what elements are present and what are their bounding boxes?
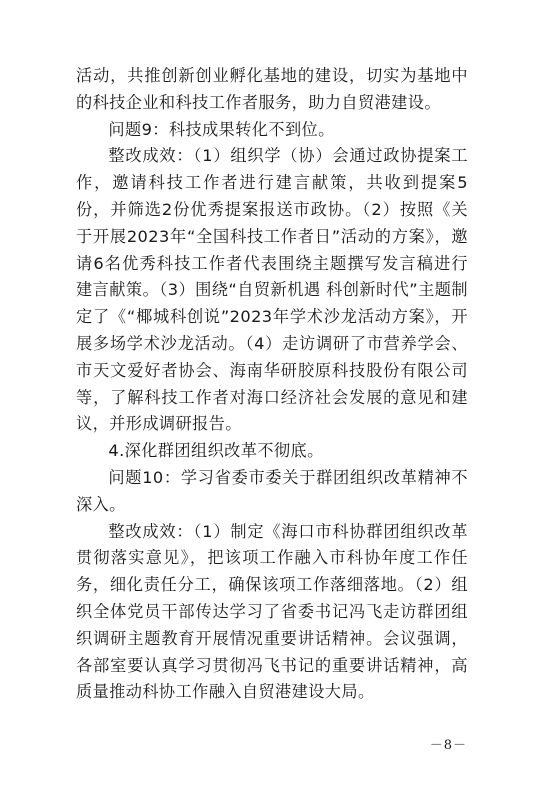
paragraph-continuation: 活动，共推创新创业孵化基地的建设，切实为基地中的科技企业和科技工作者服务，助力自贸港建设。 [76,66,468,112]
issue-9-heading: 问题9：科技成果转化不到位。 [108,119,335,139]
issue-10-heading: 问题10：学习省委市委关于群团组织改革精神不深入。 [76,467,468,514]
page-number: －8－ [429,738,467,753]
rectification-results-paragraph-2: 整改成效：（1）制定《海口市科协群团组织改革贯彻落实意见》，把该项工作融入市科协年度工作任务，细化责任分工，确保该项工作落细落地。（2）组织全体党员干部传达学习了省委书记冯飞走访群团组织调研主题教育开展情况重要讲话精神。会议强调，各部室要认真学习贯彻冯飞书记的重要讲话精神，高质量推动科协工作融入自贸港建设大局。 [76,521,468,702]
document-body [76,63,468,706]
section-4-heading: 4.深化群团组织改革不彻底。 [108,441,324,461]
rectification-results-paragraph: 整改成效：（1）组织学（协）会通过政协提案工作，邀请科技工作者进行建言献策，共收到提案5份，并筛选2份优秀提案报送市政协。（2）按照《关于开展2023年“全国科技工作者日”活动的方案》，邀请6名优秀科技工作者代表围绕主题撰写发言稿进行建言献策。（3）围绕“自贸新机遇 科创新时代”主题制定了《“椰城科创说”2023年学术沙龙活动方案》，开展多场学术沙龙活动。（4）走访调研了市营养学会、市天文爱好者协会、海南华研胶原科技股份有限公司等，了解科技工作者对海口经济社会发展的意见和建议，并形成调研报告。 [76,146,468,434]
